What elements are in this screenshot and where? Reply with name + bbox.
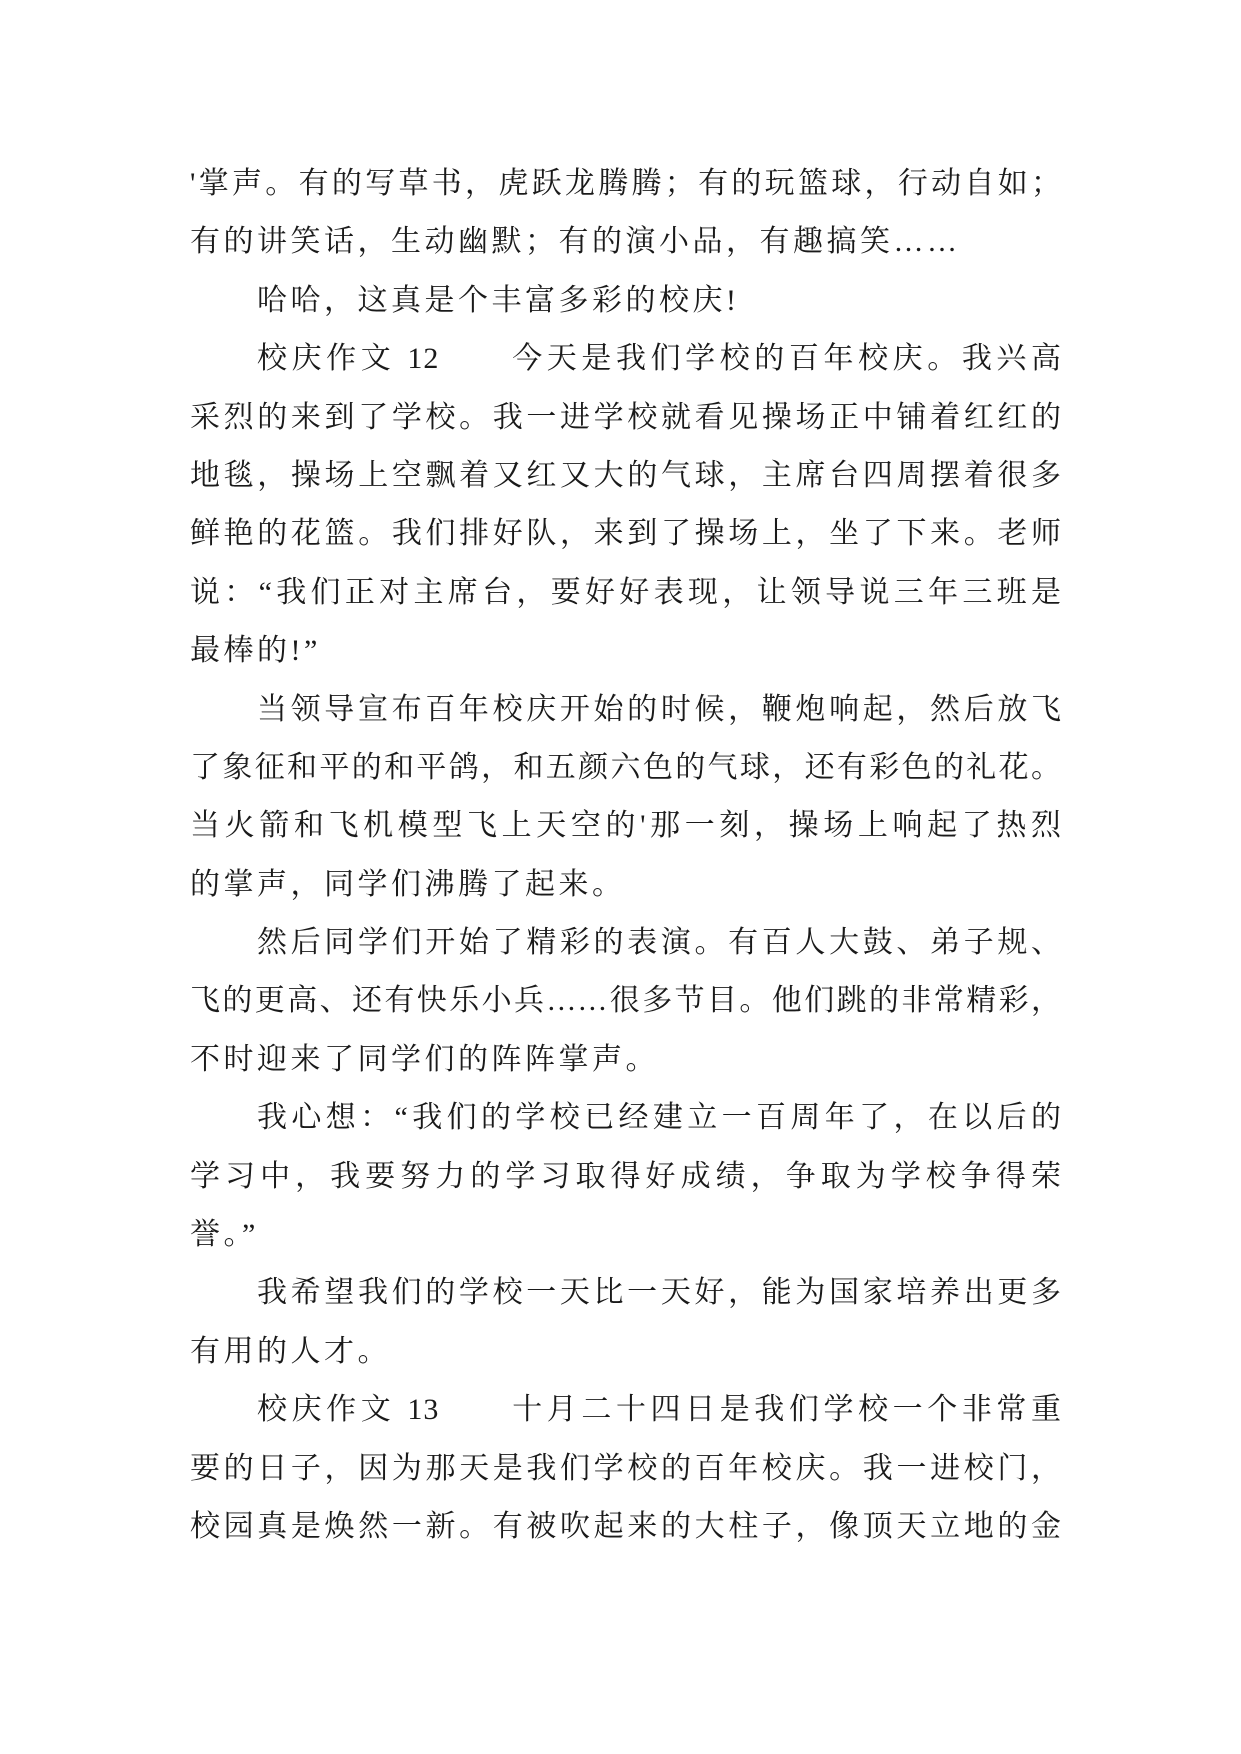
text-line: 然后同学们开始了精彩的表演。有百人大鼓、弟子规、 xyxy=(257,926,1062,960)
paragraph xyxy=(190,681,1062,915)
text-line: 我希望我们的学校一天比一天好，能为国家培养出更多 xyxy=(257,1276,1062,1310)
text-line: 有用的人才。 xyxy=(190,1334,391,1368)
paragraph xyxy=(190,330,1062,680)
text-line: 的掌声，同学们沸腾了起来。 xyxy=(190,867,626,901)
paragraph xyxy=(190,1089,1062,1264)
text-line: 要的日子，因为那天是我们学校的百年校庆。我一进校门， xyxy=(190,1451,1062,1485)
paragraph xyxy=(190,914,1062,1089)
text-line: 我心想：“我们的学校已经建立一百周年了，在以后的 xyxy=(257,1101,1062,1135)
text-line: 校园真是焕然一新。有被吹起来的大柱子，像顶天立地的金 xyxy=(190,1509,1062,1543)
text-line: 校庆作文 13 十月二十四日是我们学校一个非常重 xyxy=(257,1393,1062,1427)
text-line: 鲜艳的花篮。我们排好队，来到了操场上，坐了下来。老师 xyxy=(190,517,1062,551)
paragraph xyxy=(190,1381,1062,1556)
text-line: 当领导宣布百年校庆开始的时候，鞭炮响起，然后放飞 xyxy=(257,692,1062,726)
text-line: 校庆作文 12 今天是我们学校的百年校庆。我兴高 xyxy=(257,342,1062,376)
text-line: 最棒的!” xyxy=(190,634,321,668)
paragraph xyxy=(190,155,1062,272)
text-line: 地毯，操场上空飘着又红又大的气球，主席台四周摆着很多 xyxy=(190,458,1062,492)
text-line: 了象征和平的和平鸽，和五颜六色的气球，还有彩色的礼花。 xyxy=(190,750,1062,784)
text-line: 有的讲笑话，生动幽默；有的演小品，有趣搞笑…… xyxy=(190,225,961,259)
paragraph xyxy=(190,1264,1062,1381)
text-line: 学习中，我要努力的学习取得好成绩，争取为学校争得荣 xyxy=(190,1159,1062,1193)
body-text xyxy=(190,155,1062,1556)
text-line: 哈哈，这真是个丰富多彩的校庆! xyxy=(257,283,740,317)
text-line: 当火箭和飞机模型飞上天空的'那一刻，操场上响起了热烈 xyxy=(190,809,1062,843)
text-line: 誉。” xyxy=(190,1218,259,1252)
text-line: 飞的更高、还有快乐小兵……很多节目。他们跳的非常精彩， xyxy=(190,984,1062,1018)
text-line: '掌声。有的写草书，虎跃龙腾腾；有的玩篮球，行动自如； xyxy=(190,167,1062,200)
text-line: 说：“我们正对主席台，要好好表现，让领导说三年三班是 xyxy=(190,575,1062,609)
text-line: 采烈的来到了学校。我一进学校就看见操场正中铺着红红的 xyxy=(190,400,1062,434)
paragraph xyxy=(190,272,1062,330)
text-line: 不时迎来了同学们的阵阵掌声。 xyxy=(190,1042,659,1076)
